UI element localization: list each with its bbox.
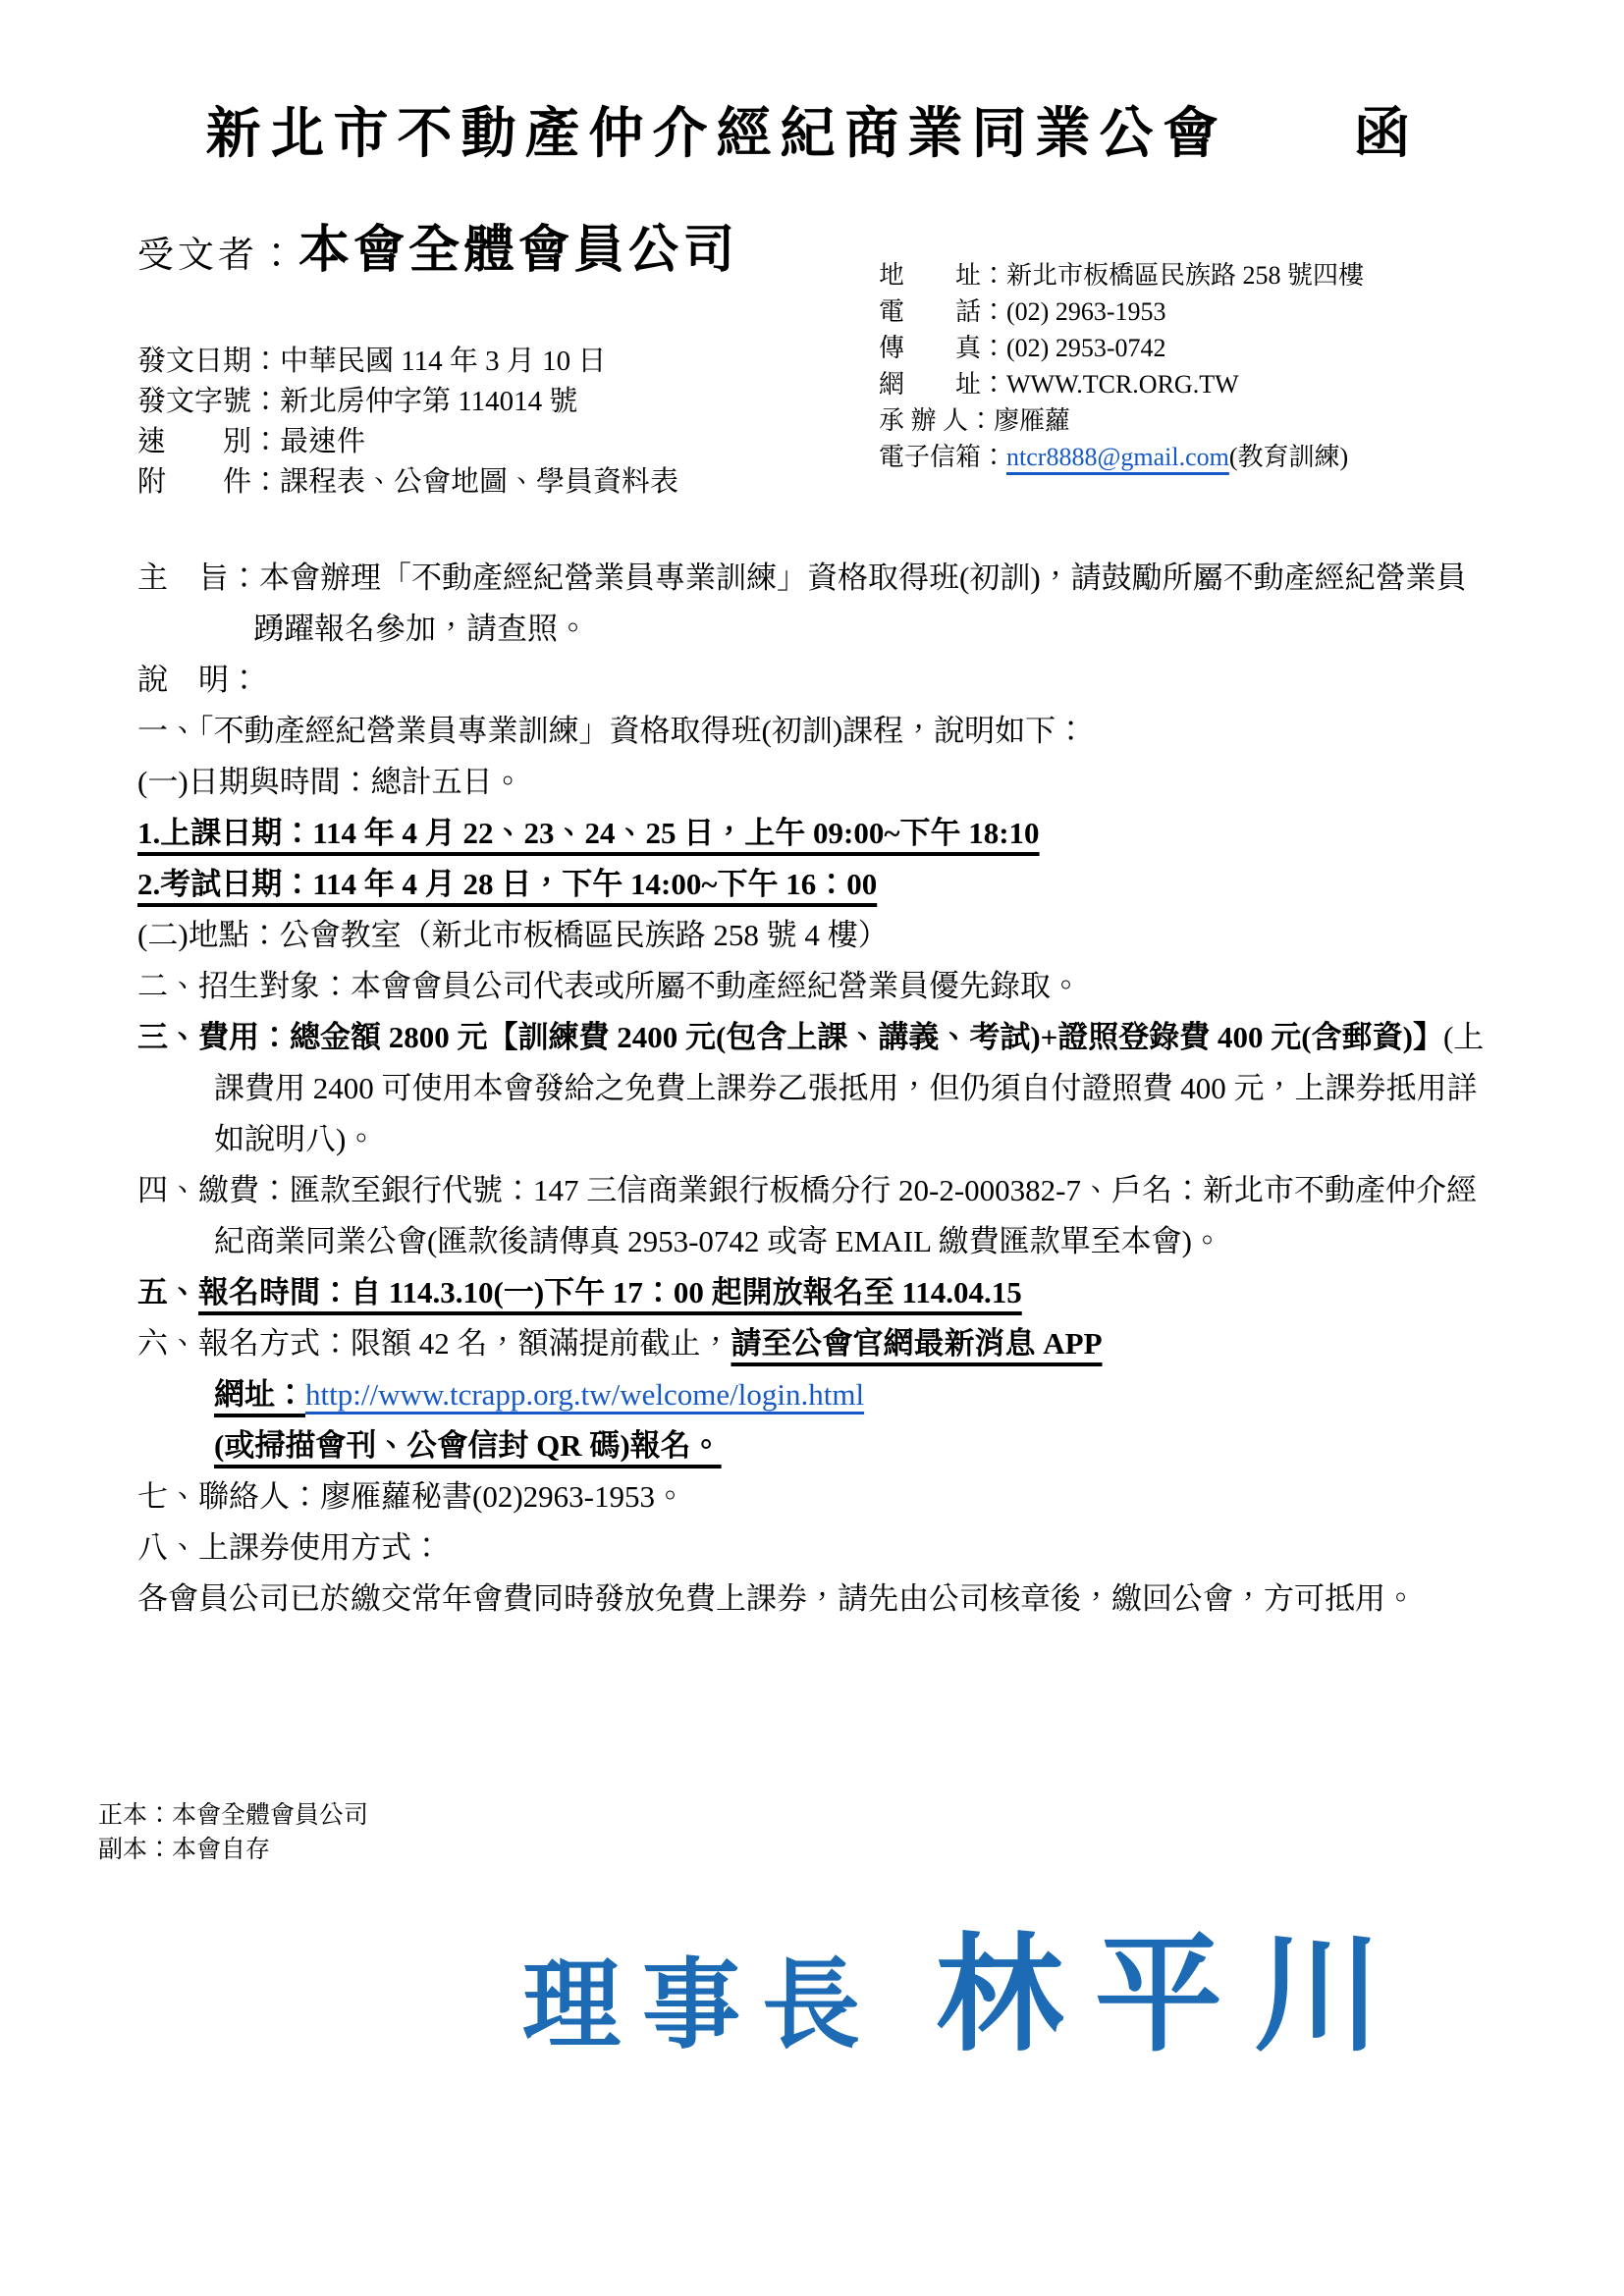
text-segment: 發文日期：中華民國 114 年 3 月 10 日: [137, 346, 607, 377]
text-segment: (教育訓練): [1228, 443, 1349, 471]
contact-info-line: [879, 257, 1364, 294]
body-paragraph: [137, 1471, 1494, 1522]
recipient-value: 本會全體會員公司: [298, 223, 739, 279]
page-title: 新北市不動產仲介經紀商業同業公會 函: [205, 104, 1419, 165]
body-paragraph: [137, 757, 1494, 808]
text-segment: 報名時間：自 114.3.10(一)下午 17：00 起開放報名至 114.04.15: [198, 1275, 1022, 1309]
text-segment: 1.上課日期：114 年 4 月 22、23、24、25 日，上午 09:00~下午 18:10: [137, 816, 1040, 850]
text-segment: 網址：: [214, 1377, 305, 1412]
body-paragraph: [137, 808, 1494, 859]
body-paragraph: [137, 1318, 1494, 1471]
body-paragraph: [137, 1574, 1494, 1625]
body-paragraph: [137, 1522, 1494, 1574]
text-segment: 請至公會官網最新消息 APP: [731, 1326, 1103, 1361]
text-segment: 承 辦 人：廖雁蘿: [879, 406, 1071, 435]
recipient-label: 受文者：: [137, 236, 298, 276]
body-paragraph: [137, 910, 1494, 961]
text-segment: 傳 真：(02) 2953-0742: [879, 334, 1166, 362]
contact-info-line: [879, 294, 1364, 330]
text-segment: 電子信箱：: [879, 443, 1007, 471]
body-paragraph: [137, 1012, 1494, 1165]
text-segment: (一)日期與時間：總計五日。: [137, 765, 523, 799]
signature-title: 理事長: [521, 1948, 882, 2062]
text-segment: 副本：本會自存: [98, 1837, 271, 1863]
body-paragraph: [137, 553, 1494, 655]
body-paragraph: [137, 961, 1494, 1012]
text-segment: 四、繳費：匯款至銀行代號：147 三信商業銀行板橋分行 20-2-000382-7、戶名：新北市不動產仲介經紀商業同業公會(匯款後請傳真 2953-0742 或寄 EMAIL 繳費匯款單至本會)。: [137, 1173, 1477, 1258]
hyperlink[interactable]: http://www.tcrapp.org.tw/welcome/login.html: [305, 1377, 865, 1412]
document-body: [137, 553, 1494, 1625]
body-paragraph: [137, 655, 1494, 706]
body-paragraph: [137, 859, 1494, 910]
contact-info-line: [879, 366, 1364, 402]
text-segment: 七、聯絡人：廖雁蘿秘書(02)2963-1953。: [137, 1479, 685, 1514]
text-segment: 五、: [137, 1275, 198, 1309]
text-segment: 三、費用：總金額 2800 元【訓練費 2400 元(包含上課、講義、考試)+證照登錄費 400 元(含郵資)】: [137, 1020, 1443, 1054]
text-segment: 說 明：: [137, 663, 259, 697]
dispatch-info-line: [137, 422, 678, 462]
text-segment: 正本：本會全體會員公司: [98, 1802, 369, 1829]
text-segment: 2.考試日期：114 年 4 月 28 日，下午 14:00~下午 16：00: [137, 867, 878, 901]
contact-info-line: [879, 439, 1364, 475]
body-paragraph: [137, 706, 1494, 757]
text-segment: (或掃描會刊、公會信封 QR 碼)報名。: [214, 1428, 722, 1463]
text-segment: 附 件：課程表、公會地圖、學員資料表: [137, 466, 679, 498]
copy-distribution-line: [98, 1833, 368, 1867]
recipient-row: [137, 208, 738, 282]
contact-info-line: [879, 402, 1364, 439]
contact-info-block: [879, 257, 1364, 475]
contact-info-line: [879, 330, 1364, 366]
hyperlink[interactable]: ntcr8888@gmail.com: [1006, 443, 1229, 471]
copy-distribution-block: [98, 1798, 368, 1867]
dispatch-info-line: [137, 382, 678, 422]
body-paragraph: [137, 1165, 1494, 1267]
dispatch-info-line: [137, 462, 678, 503]
text-segment: 二、招生對象：本會會員公司代表或所屬不動產經紀營業員優先錄取。: [137, 969, 1081, 1003]
text-segment: 速 別：最速件: [137, 426, 366, 457]
text-segment: 發文字號：新北房仲字第 114014 號: [137, 386, 578, 417]
body-paragraph: [137, 1267, 1494, 1318]
text-segment: (上課費用 2400 可使用本會發給之免費上課券乙張抵用，但仍須自付證照費 400 元，上課券抵用詳如說明八)。: [214, 1020, 1485, 1156]
signature: [0, 1893, 1624, 2076]
text-segment: 網 址：WWW.TCR.ORG.TW: [879, 370, 1239, 399]
signature-name: 林平川: [935, 1920, 1413, 2069]
text-segment: 各會員公司已於繳交常年會費同時發放免費上課券，請先由公司核章後，繳回公會，方可抵用。: [137, 1581, 1416, 1616]
text-segment: (二)地點：公會教室（新北市板橋區民族路 258 號 4 樓）: [137, 918, 889, 952]
dispatch-info-block: [137, 342, 678, 503]
text-segment: 主 旨：本會辦理「不動產經紀營業員專業訓練」資格取得班(初訓)，請鼓勵所屬不動產經紀營業員踴躍報名參加，請查照。: [137, 561, 1467, 646]
text-segment: 六、報名方式：限額 42 名，額滿提前截止，: [137, 1326, 731, 1361]
copy-distribution-line: [98, 1798, 368, 1833]
text-segment: 電 話：(02) 2963-1953: [879, 297, 1166, 326]
dispatch-info-line: [137, 342, 678, 382]
text-segment: 一、「不動產經紀營業員專業訓練」資格取得班(初訓)課程，說明如下：: [137, 714, 1087, 748]
text-segment: 八、上課券使用方式：: [137, 1530, 442, 1565]
text-segment: 地 址：新北市板橋區民族路 258 號四樓: [879, 261, 1365, 290]
